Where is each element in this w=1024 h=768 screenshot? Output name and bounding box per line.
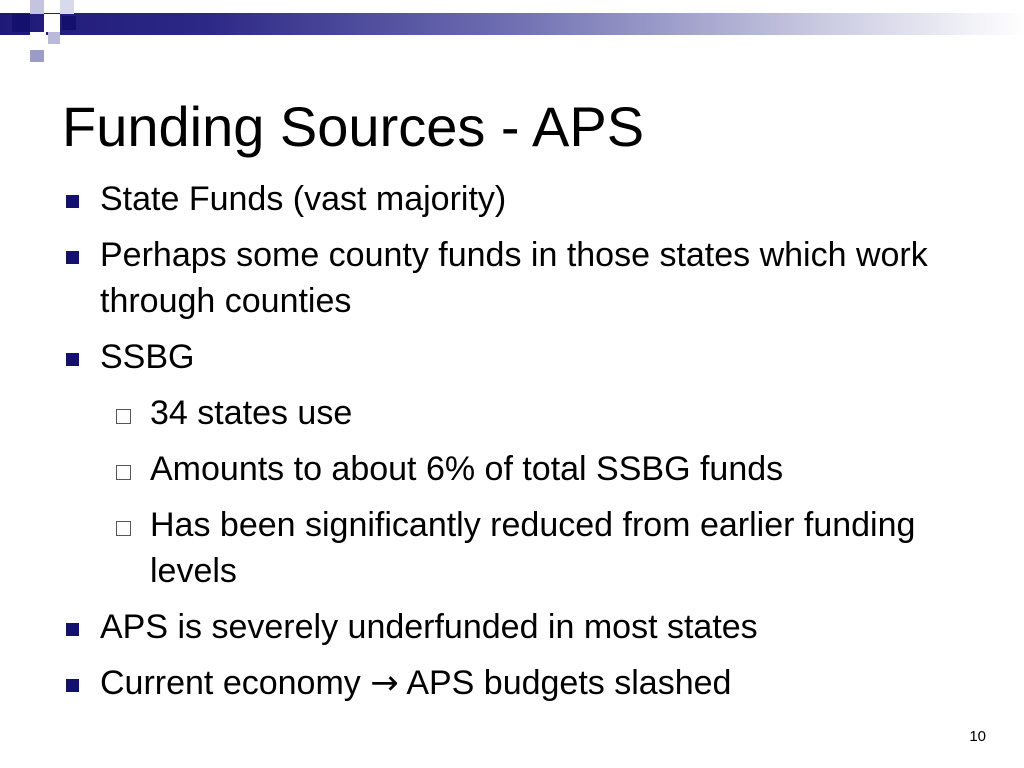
decorative-square (12, 14, 30, 32)
bullet-text-after-arrow: APS budgets slashed (406, 664, 732, 702)
sub-bullet-text: Has been significantly reduced from earlier funding levels (150, 506, 916, 590)
page-number: 10 (969, 728, 986, 745)
bullet-text: APS is severely underfunded in most states (100, 608, 758, 646)
bullet-item (62, 176, 992, 222)
square-bullet-icon (66, 195, 79, 208)
bullet-item (62, 232, 992, 324)
square-bullet-icon (66, 679, 79, 692)
decorative-square (30, 0, 44, 14)
right-arrow-icon: → (370, 663, 399, 703)
square-bullet-icon (66, 353, 79, 366)
sub-bullet-list (106, 390, 992, 594)
sub-bullet-item (106, 446, 992, 492)
bullet-item (62, 604, 992, 650)
sub-bullet-text: 34 states use (150, 394, 353, 432)
header-gradient-bar (0, 13, 1024, 35)
hollow-square-bullet-icon (116, 409, 131, 424)
decorative-square (60, 0, 74, 14)
bullet-text: SSBG (100, 338, 195, 376)
square-bullet-icon (66, 251, 79, 264)
decorative-square (30, 50, 44, 62)
decorative-square (62, 16, 76, 30)
decorative-square (30, 32, 46, 48)
bullet-text: Current economy (100, 664, 361, 702)
hollow-square-bullet-icon (116, 465, 131, 480)
square-bullet-icon (66, 623, 79, 636)
sub-bullet-item (106, 502, 992, 594)
slide-content (62, 176, 992, 716)
bullet-text: Perhaps some county funds in those states which work through counties (100, 236, 928, 320)
sub-bullet-item (106, 390, 992, 436)
bullet-text: State Funds (vast majority) (100, 180, 507, 218)
hollow-square-bullet-icon (116, 521, 131, 536)
decorative-square (44, 14, 60, 32)
sub-bullet-text: Amounts to about 6% of total SSBG funds (150, 450, 784, 488)
bullet-item (62, 334, 992, 594)
bullet-list (62, 176, 992, 706)
bullet-item (62, 660, 992, 706)
slide-title: Funding Sources - APS (62, 95, 645, 158)
decorative-square (48, 32, 60, 44)
